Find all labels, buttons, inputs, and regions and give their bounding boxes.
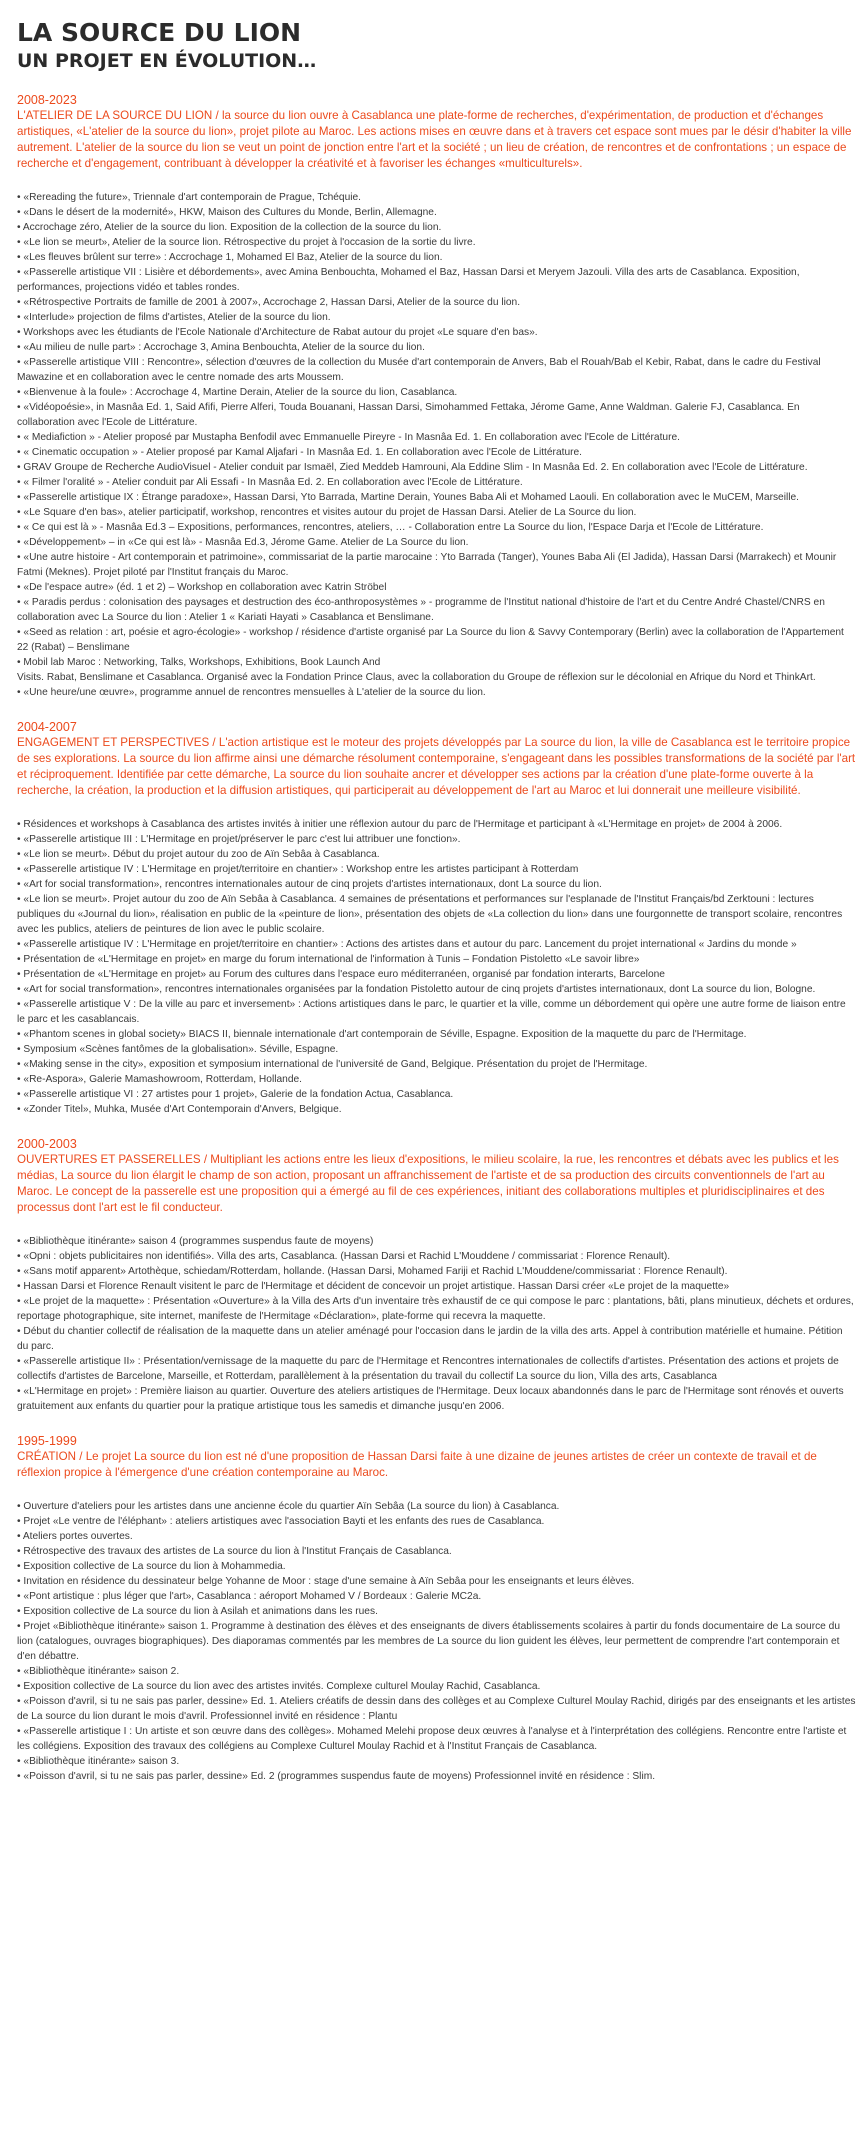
list-item: • Invitation en résidence du dessinateur belge Yohanne de Moor : stage d'une semaine à Aïn Sebâa pour les enseignants et leurs élèves. — [17, 1576, 635, 1587]
list-item: • «Le lion se meurt», Atelier de la source lion. Rétrospective du projet à l'occasion de la sortie du livre. — [17, 237, 476, 248]
list-item: • «Sans motif apparent» Artothèque, schiedam/Rotterdam, hollande. (Hassan Darsi, Mohamed Fariji et Rachid L'Mouddene/commissariat : Florence Renault). — [17, 1266, 728, 1277]
timeline-section — [17, 92, 856, 700]
list-item: • Workshops avec les étudiants de l'Ecole Nationale d'Architecture de Rabat autour du projet «Le square d'en bas». — [17, 327, 538, 338]
list-item: • «Le Square d'en bas», atelier participatif, workshop, rencontres et visites autour du projet de Hassan Darsi. Atelier de La Source du lion. — [17, 507, 637, 518]
list-item: • Projet «Le ventre de l'éléphant» : ateliers artistiques avec l'association Bayti et les enfants des rues de Casablanca. — [17, 1516, 545, 1527]
list-item: • « Paradis perdus : colonisation des paysages et destruction des éco-anthroposystèmes » - programme de l'Institut national d'histoire de l'art et du Centre André Chastel/CNRS en collaboration avec La Source du lion : Atelier 1 « Kariati Hayati » Casablanca et Benslimane. — [17, 597, 825, 623]
section-list — [17, 817, 856, 1117]
list-item: • Hassan Darsi et Florence Renault visitent le parc de l'Hermitage et décident de concevoir un projet artistique. Hassan Darsi créer «Le projet de la maquette» — [17, 1281, 730, 1292]
list-item: • «Bibliothèque itinérante» saison 3. — [17, 1756, 180, 1767]
list-item: • Présentation de «L'Hermitage en projet» au Forum des cultures dans l'espace euro méditerranéen, organisé par fondation interarts, Barcelone — [17, 969, 665, 980]
list-item: • «L'Hermitage en projet» : Première liaison au quartier. Ouverture des ateliers artistiques de l'Hermitage. Deux locaux abandonnés dans le parc de l'Hermitage sont rénovés et ouverts gratuitement aux enfants du quartier pour la pratique artistique tous les samedis et dimanche jusqu'en 2006. — [17, 1386, 844, 1412]
list-item: • Exposition collective de La source du lion avec des artistes invités. Complexe culturel Moulay Rachid, Casablanca. — [17, 1681, 541, 1692]
list-item: • «Le projet de la maquette» : Présentation «Ouverture» à la Villa des Arts d'un inventaire très exhaustif de ce qui compose le parc : plantations, bâti, plans minutieux, déchets et ordures, reportage photographique, site internet, manifeste de l'Hermitage «Déclaration», plate-forme qui recevra la maquette. — [17, 1296, 854, 1322]
section-intro: L'ATELIER DE LA SOURCE DU LION / la source du lion ouvre à Casablanca une plate-forme de recherches, d'expérimentation, de production et d'échanges artistiques, «L'atelier de la source du lion», projet pilote au Maroc. Les actions mises en œuvre dans et à travers cet espace sont mues par le désir d'habiter la ville autrement. L'atelier de la source du lion se veut un point de jonction entre l'art et la société ; un lieu de création, de rencontres et de confrontations ; un espace de recherche et d'engagement, contribuant à développer la créativité et à favoriser les échanges «multiculturels». — [17, 109, 852, 170]
list-item: • «Une heure/une œuvre», programme annuel de rencontres mensuelles à L'atelier de la source du lion. — [17, 687, 486, 698]
sections-container — [17, 92, 856, 1784]
list-item: • «Rereading the future», Triennale d'art contemporain de Prague, Tchéquie. — [17, 192, 361, 203]
section-list — [17, 190, 856, 700]
section-years: 2008-2023 — [17, 93, 77, 107]
list-item: • Présentation de «L'Hermitage en projet» en marge du forum international de l'information à Tunis – Fondation Pistoletto «Le savoir libre» — [17, 954, 640, 965]
list-item: • Mobil lab Maroc : Networking, Talks, Workshops, Exhibitions, Book Launch And — [17, 657, 381, 668]
list-item: • «Passerelle artistique II» : Présentation/vernissage de la maquette du parc de l'Hermitage et Rencontres internationales de collectifs d'artistes. Présentation des actions et projets de collectifs d'artistes de Barcelone, Marseille, et Rotterdam, parallèlement à la présentation du travail du collectif La source du lion, Villa des arts, Casablanca — [17, 1356, 839, 1382]
list-item: • Exposition collective de La source du lion à Asilah et animations dans les rues. — [17, 1606, 378, 1617]
list-item: • Accrochage zéro, Atelier de la source du lion. Exposition de la collection de la source du lion. — [17, 222, 442, 233]
list-item: • Symposium «Scènes fantômes de la globalisation». Séville, Espagne. — [17, 1044, 339, 1055]
list-item: • «Phantom scenes in global society» BIACS II, biennale internationale d'art contemporain de Séville, Espagne. Exposition de la maquette du parc de l'Hermitage. — [17, 1029, 747, 1040]
list-item: • «Passerelle artistique IV : L'Hermitage en projet/territoire en chantier» : Workshop entre les artistes participant à Rotterdam — [17, 864, 579, 875]
list-item: • «Passerelle artistique I : Un artiste et son œuvre dans des collèges». Mohamed Melehi propose deux œuvres à l'analyse et à l'interprétation des collégiens. Rencontre entre l'artiste et les collégiens. Exposition des travaux des collégiens au Complexe Culturel Moulay Rachid et à l'Institut Français de Casablanca. — [17, 1726, 847, 1752]
page-subtitle: UN PROJET EN ÉVOLUTION… — [17, 50, 317, 72]
list-item: • Début du chantier collectif de réalisation de la maquette dans un atelier aménagé pour l'occasion dans le jardin de la villa des arts. Appel à contribution matérielle et humaine. Pétition du parc. — [17, 1326, 843, 1352]
list-item: • Exposition collective de La source du lion à Mohammedia. — [17, 1561, 286, 1572]
list-item: • «Passerelle artistique VIII : Rencontre», sélection d'œuvres de la collection du Musée d'art contemporain de Anvers, Bab el Rouah/Bab el Kebir, Rabat, dans le cadre du Festival Mawazine et en collaboration avec le centre nomade des arts Moussem. — [17, 357, 821, 383]
list-item: • «Zonder Titel», Muhka, Musée d'Art Contemporain d'Anvers, Belgique. — [17, 1104, 342, 1115]
list-item: • Ateliers portes ouvertes. — [17, 1531, 133, 1542]
list-item: • «Passerelle artistique VII : Lisière et débordements», avec Amina Benbouchta, Mohamed el Baz, Hassan Darsi et Meryem Jazouli. Villa des arts de Casablanca. Exposition, performances, projections vidéo et tables rondes. — [17, 267, 800, 293]
list-item: • «Poisson d'avril, si tu ne sais pas parler, dessine» Ed. 2 (programmes suspendus faute de moyens) Professionnel invité en résidence : Slim. — [17, 1771, 656, 1782]
list-item: • « Filmer l'oralité » - Atelier conduit par Ali Essafi - In Masnâa Ed. 2. En collaboration avec l'Ecole de Littérature. — [17, 477, 523, 488]
list-item: • «Passerelle artistique IV : L'Hermitage en projet/territoire en chantier» : Actions des artistes dans et autour du parc. Lancement du projet international « Jardins du monde » — [17, 939, 797, 950]
list-item: • «Rétrospective Portraits de famille de 2001 à 2007», Accrochage 2, Hassan Darsi, Atelier de la source du lion. — [17, 297, 521, 308]
list-item: • «Une autre histoire - Art contemporain et patrimoine», commissariat de la partie marocaine : Yto Barrada (Tanger), Younes Baba Ali (El Jadida), Hassan Darsi (Marrakech) et Mounir Fatmi (Meknes). Projet piloté par l'Institut français du Maroc. — [17, 552, 837, 578]
timeline-section — [17, 719, 856, 1117]
section-years: 2004-2007 — [17, 720, 77, 734]
list-item: • Résidences et workshops à Casablanca des artistes invités à initier une réflexion autour du parc de l'Hermitage et participant à «L'Hermitage en projet» de 2004 à 2006. — [17, 819, 783, 830]
list-item: • «Making sense in the city», exposition et symposium international de l'université de Gand, Belgique. Présentation du projet de l'Hermitage. — [17, 1059, 648, 1070]
list-item: • «Bibliothèque itinérante» saison 2. — [17, 1666, 180, 1677]
list-item: • «De l'espace autre» (éd. 1 et 2) – Workshop en collaboration avec Katrin Ströbel — [17, 582, 387, 593]
list-item: • «Le lion se meurt». Projet autour du zoo de Aïn Sebâa à Casablanca. 4 semaines de présentations et performances sur l'esplanade de l'Institut Français/bd Zerktouni : lectures publiques du «Journal du lion», réalisation en public de la «peinture de lion», présentation des objets de «La collection du lion» dans une fourgonnette de transport scolaire, rencontres avec les publics, ateliers de peintures de lion avec le public scolaire. — [17, 894, 843, 935]
list-item: • «Seed as relation : art, poésie et agro-écologie» - workshop / résidence d'artiste organisé par La Source du lion & Savvy Contemporary (Berlin) avec la collaboration de l'Appartement 22 (Rabat) – Benslimane — [17, 627, 844, 653]
timeline-section — [17, 1136, 856, 1414]
list-item: • GRAV Groupe de Recherche AudioVisuel - Atelier conduit par Ismaël, Zied Meddeb Hamrouni, Ala Eddine Slim - In Masnâa Ed. 2. En collaboration avec l'Ecole de Littérature. — [17, 462, 808, 473]
list-item: • «Bienvenue à la foule» : Accrochage 4, Martine Derain, Atelier de la source du lion, Casablanca. — [17, 387, 458, 398]
list-item: • «Passerelle artistique III : L'Hermitage en projet/préserver le parc c'est lui attribuer une fonction». — [17, 834, 461, 845]
list-item: • «Au milieu de nulle part» : Accrochage 3, Amina Benbouchta, Atelier de la source du lion. — [17, 342, 425, 353]
list-item: Visits. Rabat, Benslimane et Casablanca. Organisé avec la Fondation Prince Claus, avec la collaboration du Groupe de réflexion sur le décolonial en Afrique du Nord et ThinkArt. — [17, 672, 816, 683]
section-intro: OUVERTURES ET PASSERELLES / Multipliant les actions entre les lieux d'expositions, le milieu scolaire, la rue, les rencontres et débats avec les publics et les médias, La source du lion élargit le champ de son action, proposant un affranchissement de l'artiste et de sa production des circuits conventionnels de l'art au Maroc. Le concept de la passerelle est une proposition qui a émergé au fil de ces expériences, initiant des collaborations multiples et pluridisciplinaires et des processus dont l'art est le fil conducteur. — [17, 1153, 839, 1214]
section-intro: ENGAGEMENT ET PERSPECTIVES / L'action artistique est le moteur des projets développés par La source du lion, la ville de Casablanca est le territoire propice de ses explorations. La source du lion affirme ainsi une démarche résolument contemporaine, s'engageant dans les possibles transformations de la société par l'art et réciproquement. Identifiée par cette démarche, La source du lion souhaite ancrer et développer ses actions par la création d'une plate-forme ouverte à la recherche, la création, la production et la diffusion artistiques, qui participerait au développement de l'art au Maroc et lui donnerait une meilleure visibilité. — [17, 736, 856, 797]
list-item: • «Art for social transformation», rencontres internationales autour de cinq projets d'artistes internationaux, dont La source du lion. — [17, 879, 602, 890]
list-item: • «Passerelle artistique IX : Étrange paradoxe», Hassan Darsi, Yto Barrada, Martine Derain, Younes Baba Ali et Mohamed Laouli. En collaboration avec le MuCEM, Marseille. — [17, 492, 800, 503]
list-item: • «Pont artistique : plus léger que l'art», Casablanca : aéroport Mohamed V / Bordeaux : Galerie MC2a. — [17, 1591, 482, 1602]
list-item: • «Opni : objets publicitaires non identifiés». Villa des arts, Casablanca. (Hassan Darsi et Rachid L'Mouddene / commissariat : Florence Renault). — [17, 1251, 671, 1262]
section-list — [17, 1499, 856, 1784]
list-item: • «Les fleuves brûlent sur terre» : Accrochage 1, Mohamed El Baz, Atelier de la source du lion. — [17, 252, 443, 263]
list-item: • «Développement» – in «Ce qui est là» - Masnâa Ed.3, Jérome Game. Atelier de La Source du lion. — [17, 537, 469, 548]
list-item: • «Passerelle artistique VI : 27 artistes pour 1 projet», Galerie de la fondation Actua, Casablanca. — [17, 1089, 454, 1100]
section-list — [17, 1234, 856, 1414]
list-item: • «Art for social transformation», rencontres internationales organisées par la fondation Pistoletto autour de cinq projets d'artistes internationaux, dont La source du lion, Bologne. — [17, 984, 816, 995]
list-item: • «Passerelle artistique V : De la ville au parc et inversement» : Actions artistiques dans le parc, le quartier et la ville, comme un débordement qui opère une autre forme de liaison entre le parc et les casablancais. — [17, 999, 846, 1025]
page-title: LA SOURCE DU LION — [17, 18, 302, 47]
list-item: • « Cinematic occupation » - Atelier proposé par Kamal Aljafari - In Masnâa Ed. 1. En collaboration avec l'Ecole de Littérature. — [17, 447, 582, 458]
list-item: • «Dans le désert de la modernité», HKW, Maison des Cultures du Monde, Berlin, Allemagne. — [17, 207, 437, 218]
section-years: 2000-2003 — [17, 1137, 77, 1151]
list-item: • Rétrospective des travaux des artistes de La source du lion à l'Institut Français de Casablanca. — [17, 1546, 452, 1557]
list-item: • «Re-Aspora», Galerie Mamashowroom, Rotterdam, Hollande. — [17, 1074, 302, 1085]
list-item: • « Ce qui est là » - Masnâa Ed.3 – Expositions, performances, rencontres, ateliers, … - Collaboration entre La Source du lion, l'Espace Darja et l'Ecole de Littérature. — [17, 522, 764, 533]
timeline-section — [17, 1433, 856, 1784]
section-intro: CRÉATION / Le projet La source du lion est né d'une proposition de Hassan Darsi faite à une dizaine de jeunes artistes de créer un contexte de travail et de réflexion propice à l'émergence d'une création contemporaine au Maroc. — [17, 1450, 817, 1479]
list-item: • «Le lion se meurt». Début du projet autour du zoo de Aïn Sebâa à Casablanca. — [17, 849, 380, 860]
list-item: • «Poisson d'avril, si tu ne sais pas parler, dessine» Ed. 1. Ateliers créatifs de dessin dans des collèges et au Complexe Culturel Moulay Rachid, dirigés par des enseignants et les artistes de La source du lion durant le mois d'avril. Professionnel invité en résidence : Plantu — [17, 1696, 856, 1722]
section-years: 1995-1999 — [17, 1434, 77, 1448]
list-item: • «Vidéopoésie», in Masnâa Ed. 1, Said Afifi, Pierre Alferi, Touda Bouanani, Hassan Darsi, Simohammed Fettaka, Jérome Game, Anne Waldman. Galerie FJ, Casablanca. En collaboration avec l'Ecole de Littérature. — [17, 402, 800, 428]
list-item: • « Mediafiction » - Atelier proposé par Mustapha Benfodil avec Emmanuelle Pireyre - In Masnâa Ed. 1. En collaboration avec l'Ecole de Littérature. — [17, 432, 680, 443]
list-item: • Ouverture d'ateliers pour les artistes dans une ancienne école du quartier Aïn Sebâa (La source du lion) à Casablanca. — [17, 1501, 560, 1512]
list-item: • «Bibliothèque itinérante» saison 4 (programmes suspendus faute de moyens) — [17, 1236, 374, 1247]
list-item: • Projet «Bibliothèque itinérante» saison 1. Programme à destination des élèves et des enseignants de divers établissements scolaires à partir du fonds documentaire de La source du lion (catalogues, ouvrages biographiques). Des diaporamas commentés par les membres de La source du lion guident les élèves, leur permettent de comprendre l'art contemporain et d'en débattre. — [17, 1621, 841, 1662]
list-item: • «Interlude» projection de films d'artistes, Atelier de la source du lion. — [17, 312, 331, 323]
